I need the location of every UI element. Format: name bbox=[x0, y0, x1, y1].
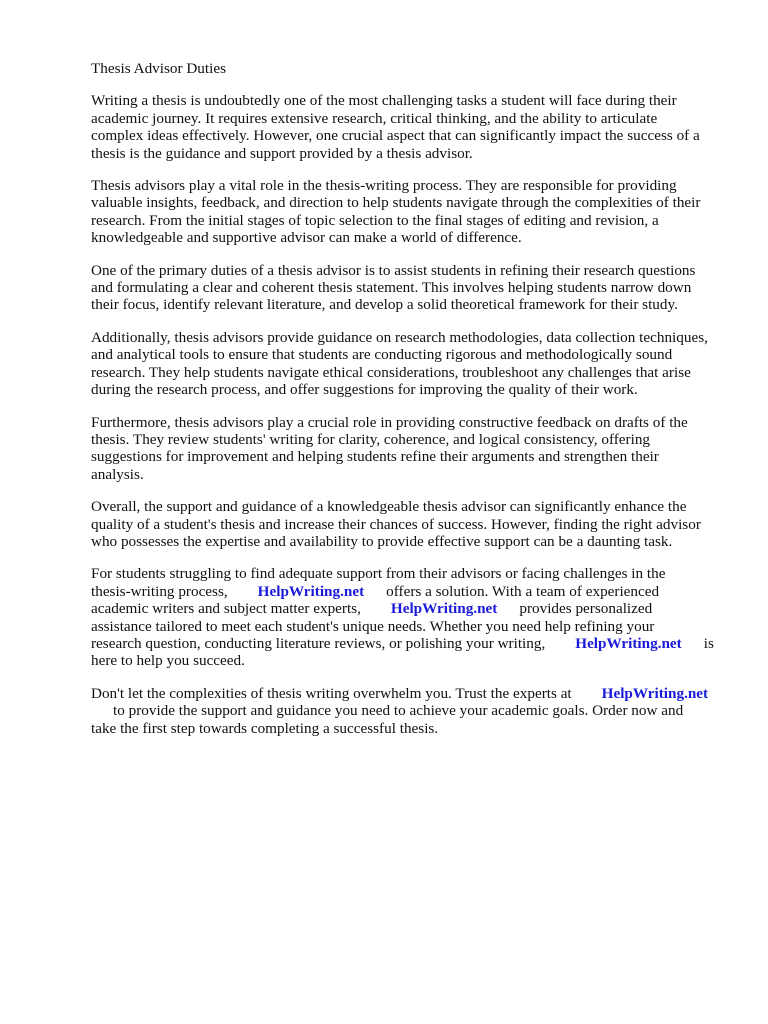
text-line: research. From the initial stages of topic selection to the final stages of editing and revision, a bbox=[91, 211, 659, 229]
text-line: knowledgeable and supportive advisor can make a world of difference. bbox=[91, 229, 522, 247]
text-line: complex ideas effectively. However, one crucial aspect that can significantly impact the success of a bbox=[91, 127, 700, 145]
text-line: research. They help students navigate ethical considerations, troubleshoot any challenges that arise bbox=[91, 363, 691, 381]
paragraph-overall bbox=[91, 498, 731, 550]
text-line: One of the primary duties of a thesis advisor is to assist students in refining their research questions bbox=[91, 261, 696, 279]
text-fragment: offers a solution. With a team of experienced bbox=[386, 582, 660, 600]
helpwriting-link[interactable]: HelpWriting.net bbox=[390, 600, 498, 618]
text-line: here to help you succeed. bbox=[91, 652, 245, 670]
text-fragment: is bbox=[703, 634, 714, 652]
text-line: during the research process, and offer suggestions for improving the quality of their work. bbox=[91, 381, 638, 399]
paragraph-closing bbox=[91, 685, 731, 737]
text-line: For students struggling to find adequate support from their advisors or facing challenges in the bbox=[91, 565, 666, 583]
text-line bbox=[91, 635, 731, 652]
text-line: Overall, the support and guidance of a knowledgeable thesis advisor can significantly enhance the bbox=[91, 498, 687, 516]
helpwriting-link[interactable]: HelpWriting.net bbox=[601, 684, 709, 702]
paragraph-promo bbox=[91, 565, 731, 669]
text-line bbox=[91, 600, 731, 617]
text-line: take the first step towards completing a successful thesis. bbox=[91, 719, 439, 737]
text-line bbox=[91, 685, 731, 702]
paragraph-feedback bbox=[91, 414, 731, 484]
text-fragment: academic writers and subject matter experts, bbox=[91, 600, 361, 618]
paragraph-methods bbox=[91, 329, 731, 399]
text-line: Writing a thesis is undoubtedly one of the most challenging tasks a student will face during their bbox=[91, 92, 677, 110]
text-line: and formulating a clear and coherent thesis statement. This involves helping students narrow down bbox=[91, 279, 692, 297]
text-line: thesis. They review students' writing for clarity, coherence, and logical consistency, offering bbox=[91, 430, 651, 448]
text-fragment: thesis-writing process, bbox=[91, 582, 228, 600]
text-fragment: research question, conducting literature reviews, or polishing your writing, bbox=[91, 634, 546, 652]
text-line: thesis is the guidance and support provided by a thesis advisor. bbox=[91, 144, 473, 162]
document-title: Thesis Advisor Duties bbox=[91, 60, 226, 77]
text-line: suggestions for improvement and helping students refine their arguments and strengthen their bbox=[91, 448, 659, 466]
helpwriting-link[interactable]: HelpWriting.net bbox=[575, 634, 682, 652]
text-line: quality of a student's thesis and increase their chances of success. However, finding the right advisor bbox=[91, 515, 701, 533]
text-fragment: provides personalized bbox=[519, 600, 653, 618]
document-page bbox=[91, 60, 731, 752]
text-line bbox=[91, 583, 731, 600]
text-line: Thesis advisors play a vital role in the thesis-writing process. They are responsible for providing bbox=[91, 177, 677, 195]
helpwriting-link[interactable]: HelpWriting.net bbox=[257, 582, 365, 600]
text-line: academic journey. It requires extensive research, critical thinking, and the ability to articulate bbox=[91, 109, 658, 127]
text-fragment: to provide the support and guidance you need to achieve your academic goals. Order now and bbox=[113, 702, 684, 720]
text-line: assistance tailored to meet each student's unique needs. Whether you need help refining your bbox=[91, 617, 655, 635]
paragraph-intro bbox=[91, 92, 731, 162]
paragraph-duties bbox=[91, 262, 731, 314]
text-line: Additionally, thesis advisors provide guidance on research methodologies, data collection techniques, bbox=[91, 328, 708, 346]
text-line: Furthermore, thesis advisors play a crucial role in providing constructive feedback on drafts of the bbox=[91, 413, 688, 431]
text-line: who possesses the expertise and availability to provide effective support can be a daunting task. bbox=[91, 532, 673, 550]
text-line bbox=[91, 702, 731, 719]
text-line: their focus, identify relevant literature, and develop a solid theoretical framework for their study. bbox=[91, 296, 678, 314]
text-fragment: Don't let the complexities of thesis writing overwhelm you. Trust the experts at bbox=[91, 684, 572, 702]
text-line: analysis. bbox=[91, 465, 144, 483]
text-line: and analytical tools to ensure that students are conducting rigorous and methodologically sound bbox=[91, 346, 673, 364]
text-line: valuable insights, feedback, and direction to help students navigate through the complexities of their bbox=[91, 194, 701, 212]
paragraph-role bbox=[91, 177, 731, 247]
